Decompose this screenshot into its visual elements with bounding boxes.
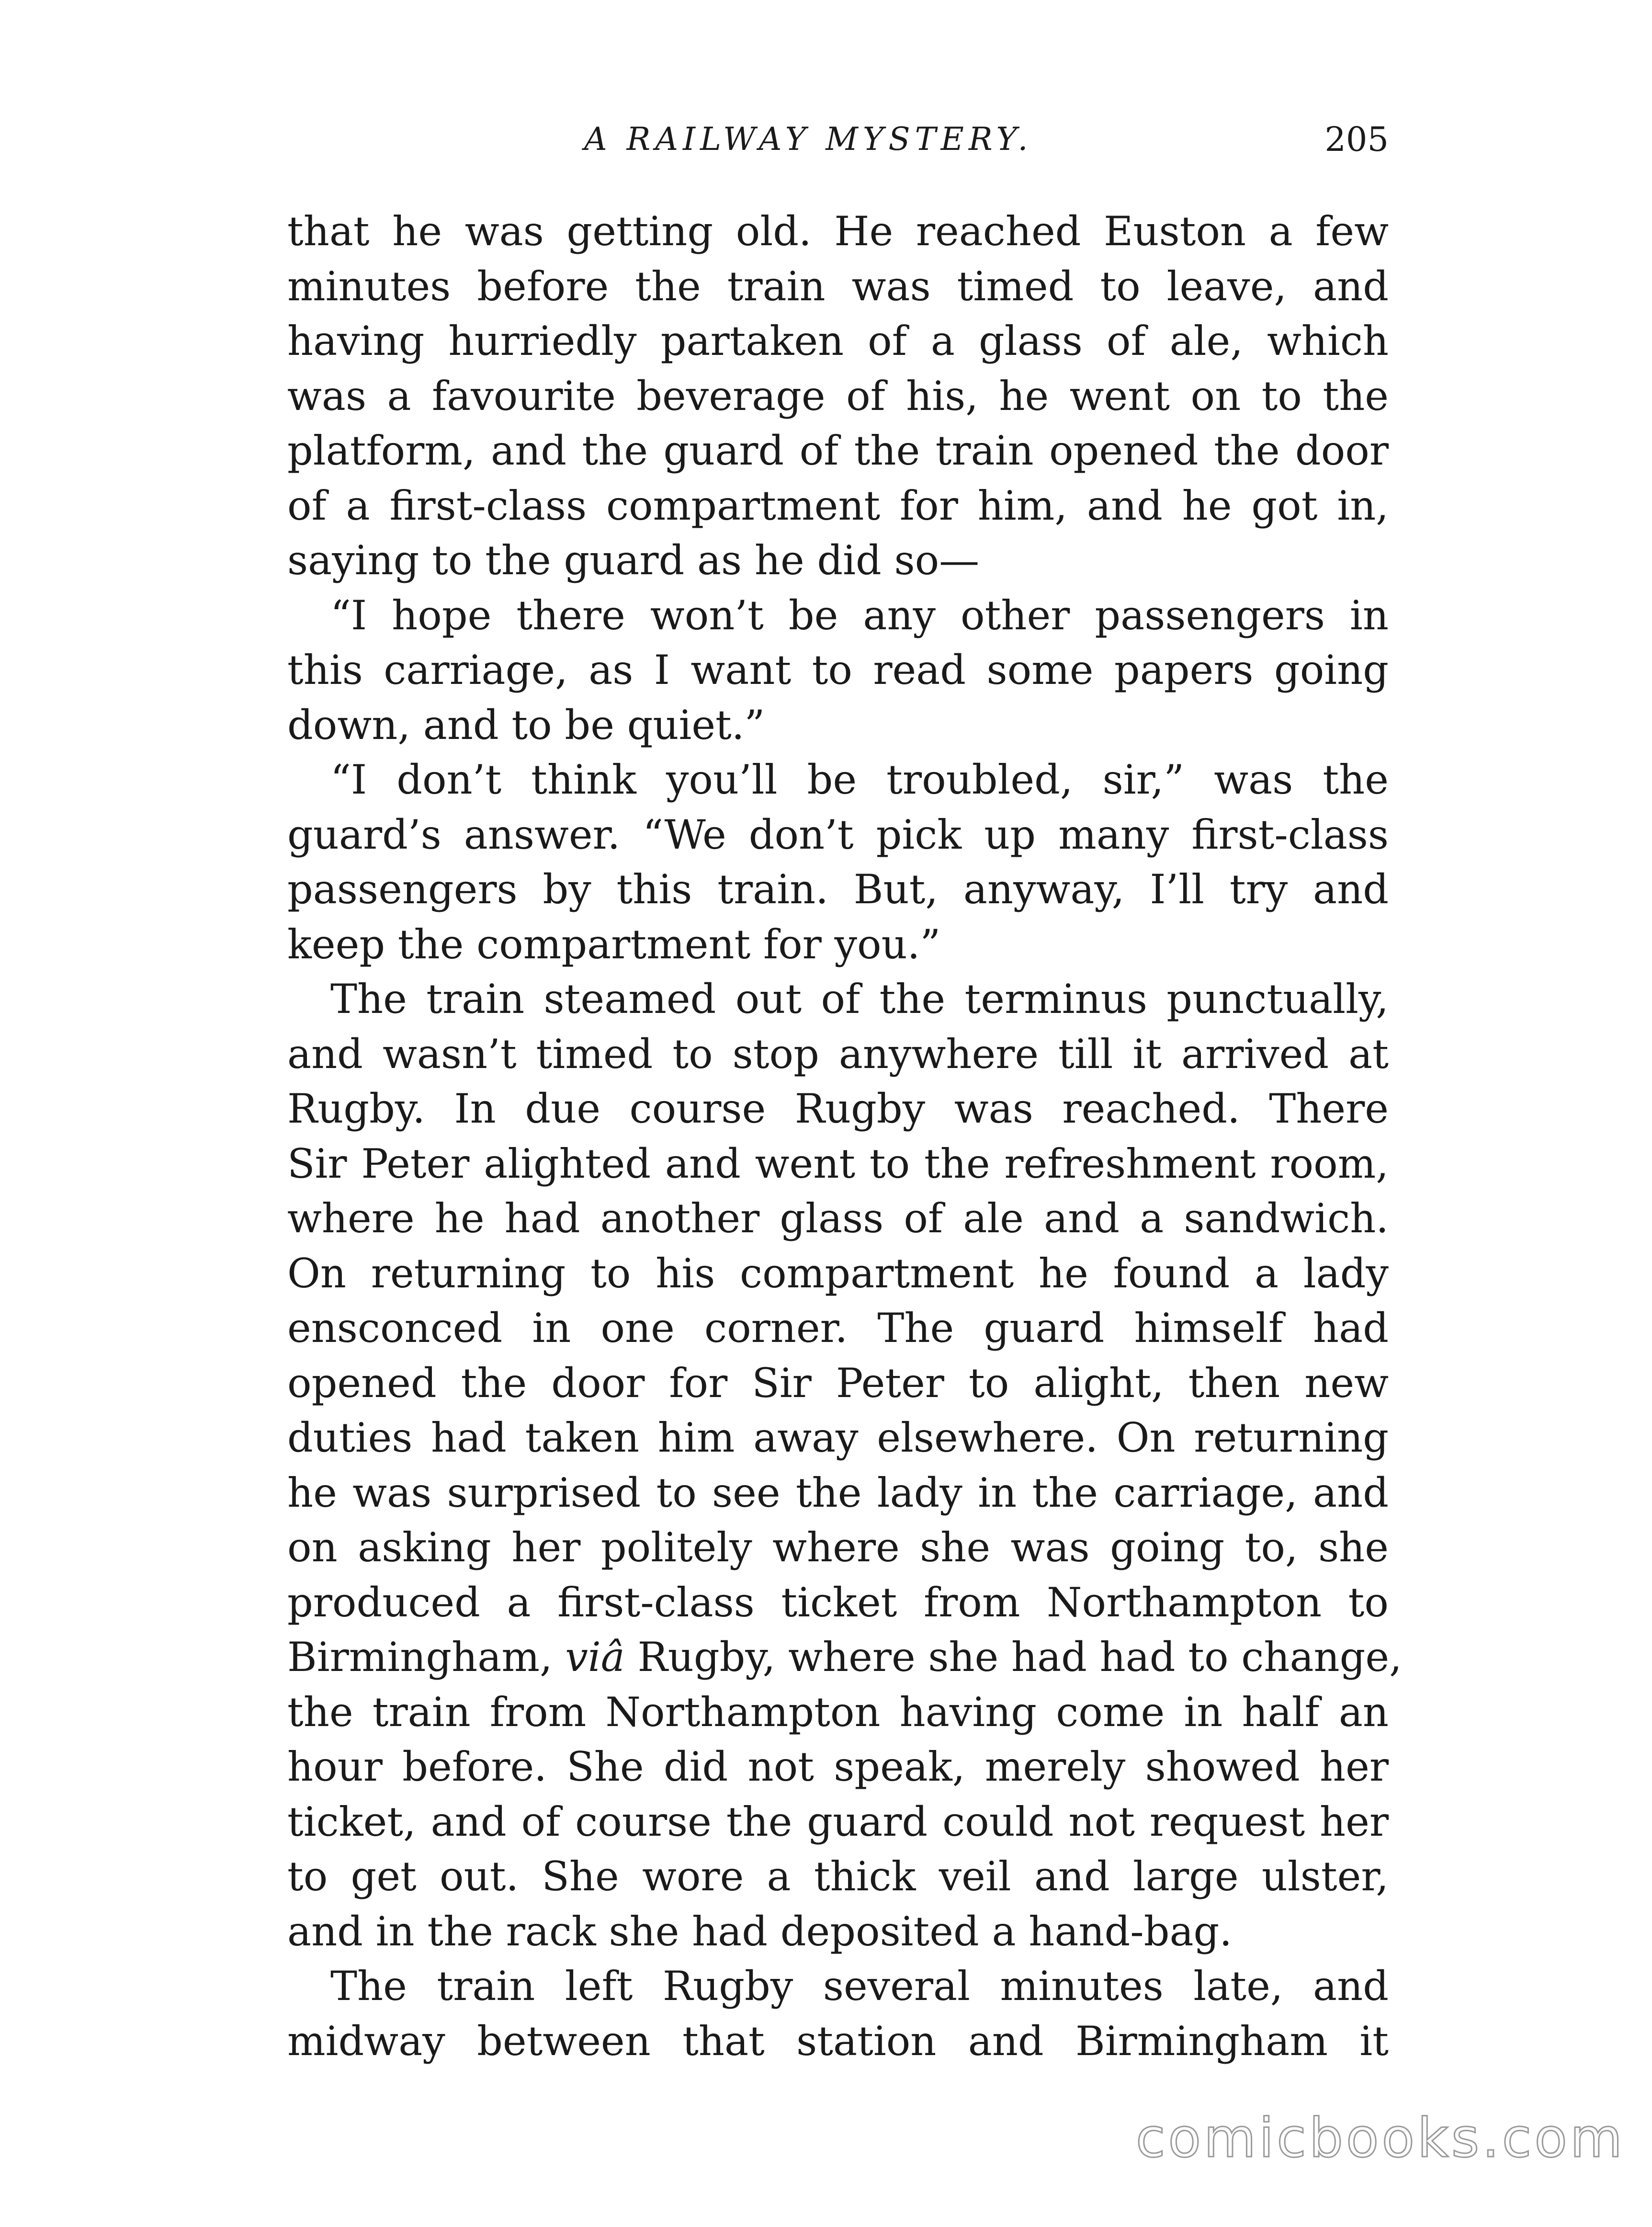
running-title: A RAILWAY MYSTERY.: [584, 121, 1033, 158]
text-line: down, and to be quiet.”: [287, 701, 765, 749]
text-line: The train left Rugby several minutes late, and: [330, 1963, 1389, 2010]
text-line: On returning to his compartment he found a lady: [287, 1250, 1389, 1297]
text-line: Birmingham, viâ Rugby, where she had had to change,: [287, 1634, 1402, 1681]
italic-word: viâ: [565, 1634, 625, 1681]
text-line: he was surprised to see the lady in the carriage, and: [287, 1469, 1389, 1516]
text-line: Sir Peter alighted and went to the refreshment room,: [287, 1140, 1389, 1187]
text-line: The train steamed out of the terminus punctually,: [330, 976, 1389, 1023]
text-line: hour before. She did not speak, merely showed her: [287, 1743, 1389, 1790]
paragraph: [287, 972, 1402, 1959]
text-line: produced a first-class ticket from Northampton to: [287, 1579, 1389, 1626]
text-line: “I hope there won’t be any other passengers in: [330, 591, 1389, 639]
text-line: “I don’t think you’ll be troubled, sir,” was the: [330, 756, 1389, 803]
text-line: opened the door for Sir Peter to alight, then new: [287, 1359, 1389, 1407]
text-line: ticket, and of course the guard could not request her: [287, 1798, 1389, 1845]
text-line: to get out. She wore a thick veil and large ulster,: [287, 1853, 1389, 1900]
text-line: and wasn’t timed to stop anywhere till it arrived at: [287, 1030, 1389, 1078]
text-line: the train from Northampton having come in half an: [287, 1688, 1389, 1736]
text-line: keep the compartment for you.”: [287, 920, 941, 968]
paragraph: [287, 752, 1389, 972]
page-number: 205: [1324, 120, 1389, 159]
text-line: that he was getting old. He reached Euston a few: [287, 208, 1389, 255]
text-line: guard’s answer. “We don’t pick up many first-class: [287, 811, 1389, 858]
paragraph: [287, 1959, 1389, 2068]
text-line: minutes before the train was timed to leave, and: [287, 262, 1389, 310]
text-line: was a favourite beverage of his, he went on to the: [287, 372, 1389, 420]
paragraph: [287, 204, 1389, 588]
text-line: midway between that station and Birmingham it: [287, 2017, 1389, 2065]
text-line: saying to the guard as he did so—: [287, 537, 980, 584]
text-line: Rugby. In due course Rugby was reached. There: [287, 1085, 1389, 1132]
text-line: having hurriedly partaken of a glass of ale, which: [287, 318, 1389, 364]
text-line: duties had taken him away elsewhere. On returning: [287, 1414, 1389, 1461]
text-line: ensconced in one corner. The guard himself had: [287, 1305, 1389, 1352]
text-line: passengers by this train. But, anyway, I’ll try and: [287, 866, 1389, 913]
body-text: [287, 204, 1402, 2068]
text-line: and in the rack she had deposited a hand-bag.: [287, 1908, 1233, 1955]
text-line: where he had another glass of ale and a sandwich.: [287, 1195, 1389, 1242]
text-line: on asking her politely where she was going to, she: [287, 1524, 1389, 1571]
paragraph: [287, 588, 1389, 753]
text-line: this carriage, as I want to read some papers going: [287, 647, 1389, 693]
text-line: of a first-class compartment for him, and he got in,: [287, 482, 1389, 529]
text-line: platform, and the guard of the train opened the door: [287, 427, 1389, 474]
running-head: [287, 113, 1389, 170]
site-watermark: comicbooks.com: [1135, 2107, 1625, 2170]
